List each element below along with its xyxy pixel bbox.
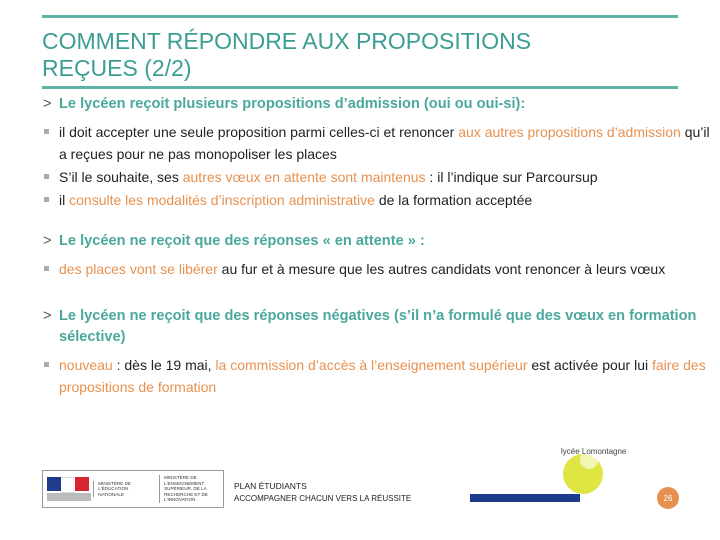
ministry-logo bbox=[42, 470, 224, 508]
list-item: nouveau : dès le 19 mai, la commission d’accès à l’enseignement supérieur est activée pour lui faire des propositions de formation bbox=[40, 354, 716, 398]
arrow-icon: > bbox=[43, 233, 52, 249]
title-line-1: COMMENT RÉPONDRE AUX PROPOSITIONS bbox=[42, 28, 532, 54]
section-heading: > Le lycéen reçoit plusieurs propositions d’admission (oui ou oui-si): bbox=[40, 94, 716, 115]
slide-content bbox=[40, 94, 716, 418]
arrow-icon: > bbox=[43, 96, 52, 112]
list-item: des places vont se libérer au fur et à mesure que les autres candidats vont renoncer à leurs vœux bbox=[40, 258, 716, 280]
footer-bar bbox=[470, 494, 580, 502]
section-multiple-offers bbox=[40, 94, 716, 211]
section-heading: > Le lycéen ne reçoit que des réponses négatives (s’il n’a formulé que des vœux en formation sélective) bbox=[43, 308, 697, 345]
list-item: il consulte les modalités d’inscription administrative de la formation acceptée bbox=[40, 189, 716, 211]
lycee-logo-text: lycée Lomontagne bbox=[561, 447, 627, 456]
list-item: il doit accepter une seule proposition parmi celles-ci et renoncer aux autres propositions d’admission qu’il a reçues pour ne pas monopoliser les places bbox=[40, 121, 716, 165]
section-waiting-only bbox=[40, 231, 716, 280]
section-negative-only bbox=[40, 306, 716, 398]
title-line-2: REÇUES (2/2) bbox=[42, 55, 192, 81]
slide-title bbox=[42, 28, 682, 82]
square-bullet-icon bbox=[44, 197, 49, 202]
square-bullet-icon bbox=[44, 266, 49, 271]
square-bullet-icon bbox=[44, 174, 49, 179]
plan-title: PLAN ÉTUDIANTS bbox=[234, 481, 307, 491]
arrow-icon: > bbox=[43, 308, 52, 324]
title-underline bbox=[42, 86, 678, 89]
section-heading: > Le lycéen ne reçoit que des réponses « en attente » : bbox=[40, 231, 716, 252]
list-item: S’il le souhaite, ses autres vœux en attente sont maintenus : il l’indique sur Parcoursup bbox=[40, 166, 716, 188]
ministry-education-label: MINISTÈRE DE L'ÉDUCATION NATIONALE bbox=[93, 481, 159, 498]
plan-subtitle: ACCOMPAGNER CHACUN VERS LA RÉUSSITE bbox=[234, 494, 412, 503]
ministry-higher-ed-label: MINISTÈRE DE L'ENSEIGNEMENT SUPÉRIEUR, DE LA RECHERCHE ET DE L'INNOVATION bbox=[159, 475, 223, 503]
footer bbox=[0, 462, 720, 540]
top-rule bbox=[42, 15, 678, 18]
republique-francaise-icon bbox=[47, 475, 87, 503]
page-number: 26 bbox=[657, 487, 679, 509]
square-bullet-icon bbox=[44, 362, 49, 367]
square-bullet-icon bbox=[44, 129, 49, 134]
